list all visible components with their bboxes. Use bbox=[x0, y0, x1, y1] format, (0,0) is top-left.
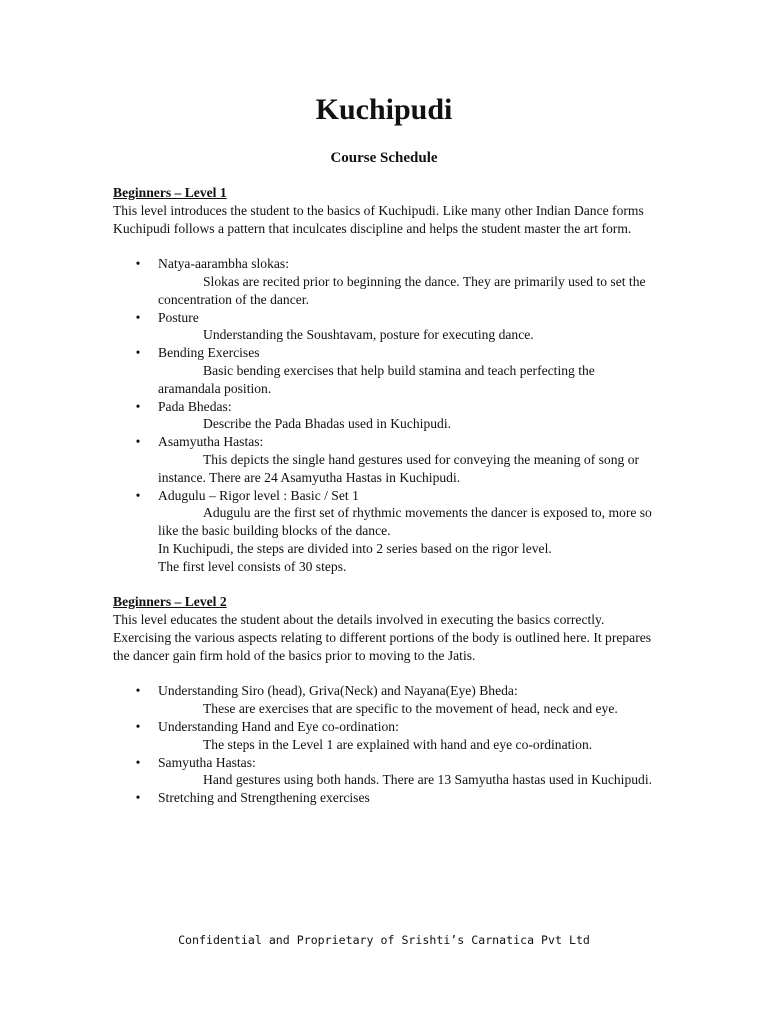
bullet-icon: • bbox=[135, 718, 141, 734]
list-item bbox=[113, 789, 658, 807]
bullet-icon: • bbox=[135, 345, 141, 361]
item-description: This depicts the single hand gestures used for conveying the meaning of song or instance. There are 24 Asamyutha Hastas in Kuchipudi. bbox=[158, 451, 640, 485]
bullet-icon: • bbox=[135, 683, 141, 699]
section-level-2 bbox=[113, 593, 658, 807]
topic-list bbox=[113, 682, 658, 807]
bullet-icon: • bbox=[135, 256, 141, 272]
list-item bbox=[113, 398, 658, 434]
section-intro: This level educates the student about the details involved in executing the basics correctly. Exercising the various aspects relating to different portions of the body is outlined here. It prepares the dancer gain firm hold of the basics prior to moving to the Jatis. bbox=[113, 612, 652, 663]
item-title: Posture bbox=[158, 309, 199, 325]
item-description: These are exercises that are specific to the movement of head, neck and eye. bbox=[203, 701, 618, 717]
item-description: Hand gestures using both hands. There are 13 Samyutha hastas used in Kuchipudi. bbox=[203, 772, 653, 788]
item-note: The first level consists of 30 steps. bbox=[158, 558, 347, 574]
list-item bbox=[113, 754, 658, 790]
item-description: Basic bending exercises that help build stamina and teach perfecting the aramandala position. bbox=[158, 362, 595, 396]
section-level-1 bbox=[113, 184, 658, 576]
list-item bbox=[113, 309, 658, 345]
item-description: Slokas are recited prior to beginning the dance. They are primarily used to set the concentration of the dancer. bbox=[158, 273, 646, 307]
page-subtitle: Course Schedule bbox=[330, 150, 438, 166]
list-item bbox=[113, 255, 658, 308]
item-description: Understanding the Soushtavam, posture for executing dance. bbox=[203, 327, 534, 343]
item-title: Natya-aarambha slokas: bbox=[158, 256, 289, 272]
item-description: Describe the Pada Bhadas used in Kuchipudi. bbox=[203, 416, 452, 432]
bullet-icon: • bbox=[135, 754, 141, 770]
list-item bbox=[113, 718, 658, 754]
section-heading: Beginners – Level 2 bbox=[113, 594, 227, 610]
list-item bbox=[113, 682, 658, 718]
item-title: Samyutha Hastas: bbox=[158, 754, 256, 770]
page-title: Kuchipudi bbox=[315, 93, 453, 126]
item-title: Bending Exercises bbox=[158, 345, 260, 361]
item-title: Adugulu – Rigor level : Basic / Set 1 bbox=[158, 487, 359, 503]
item-title: Asamyutha Hastas: bbox=[158, 434, 264, 450]
list-item bbox=[113, 487, 658, 576]
bullet-icon: • bbox=[135, 398, 141, 414]
section-intro: This level introduces the student to the basics of Kuchipudi. Like many other Indian Dance forms Kuchipudi follows a pattern that inculcates discipline and helps the student master the art form. bbox=[113, 202, 644, 236]
item-title: Stretching and Strengthening exercises bbox=[158, 790, 370, 806]
item-title: Understanding Hand and Eye co-ordination: bbox=[158, 718, 399, 734]
list-item bbox=[113, 344, 658, 397]
item-note: In Kuchipudi, the steps are divided into 2 series based on the rigor level. bbox=[158, 540, 552, 556]
item-title: Understanding Siro (head), Griva(Neck) and Nayana(Eye) Bheda: bbox=[158, 683, 518, 699]
bullet-icon: • bbox=[135, 434, 141, 450]
item-description: Adugulu are the first set of rhythmic movements the dancer is exposed to, more so like the basic building blocks of the dance. bbox=[158, 505, 652, 539]
page-footer: Confidential and Proprietary of Srishti’s Carnatica Pvt Ltd bbox=[178, 933, 590, 947]
topic-list bbox=[113, 255, 658, 575]
bullet-icon: • bbox=[135, 487, 141, 503]
document-body bbox=[113, 184, 658, 807]
bullet-icon: • bbox=[135, 309, 141, 325]
section-heading: Beginners – Level 1 bbox=[113, 185, 227, 200]
list-item bbox=[113, 433, 658, 486]
item-title: Pada Bhedas: bbox=[158, 398, 232, 414]
item-description: The steps in the Level 1 are explained with hand and eye co-ordination. bbox=[203, 736, 593, 752]
bullet-icon: • bbox=[135, 790, 141, 806]
